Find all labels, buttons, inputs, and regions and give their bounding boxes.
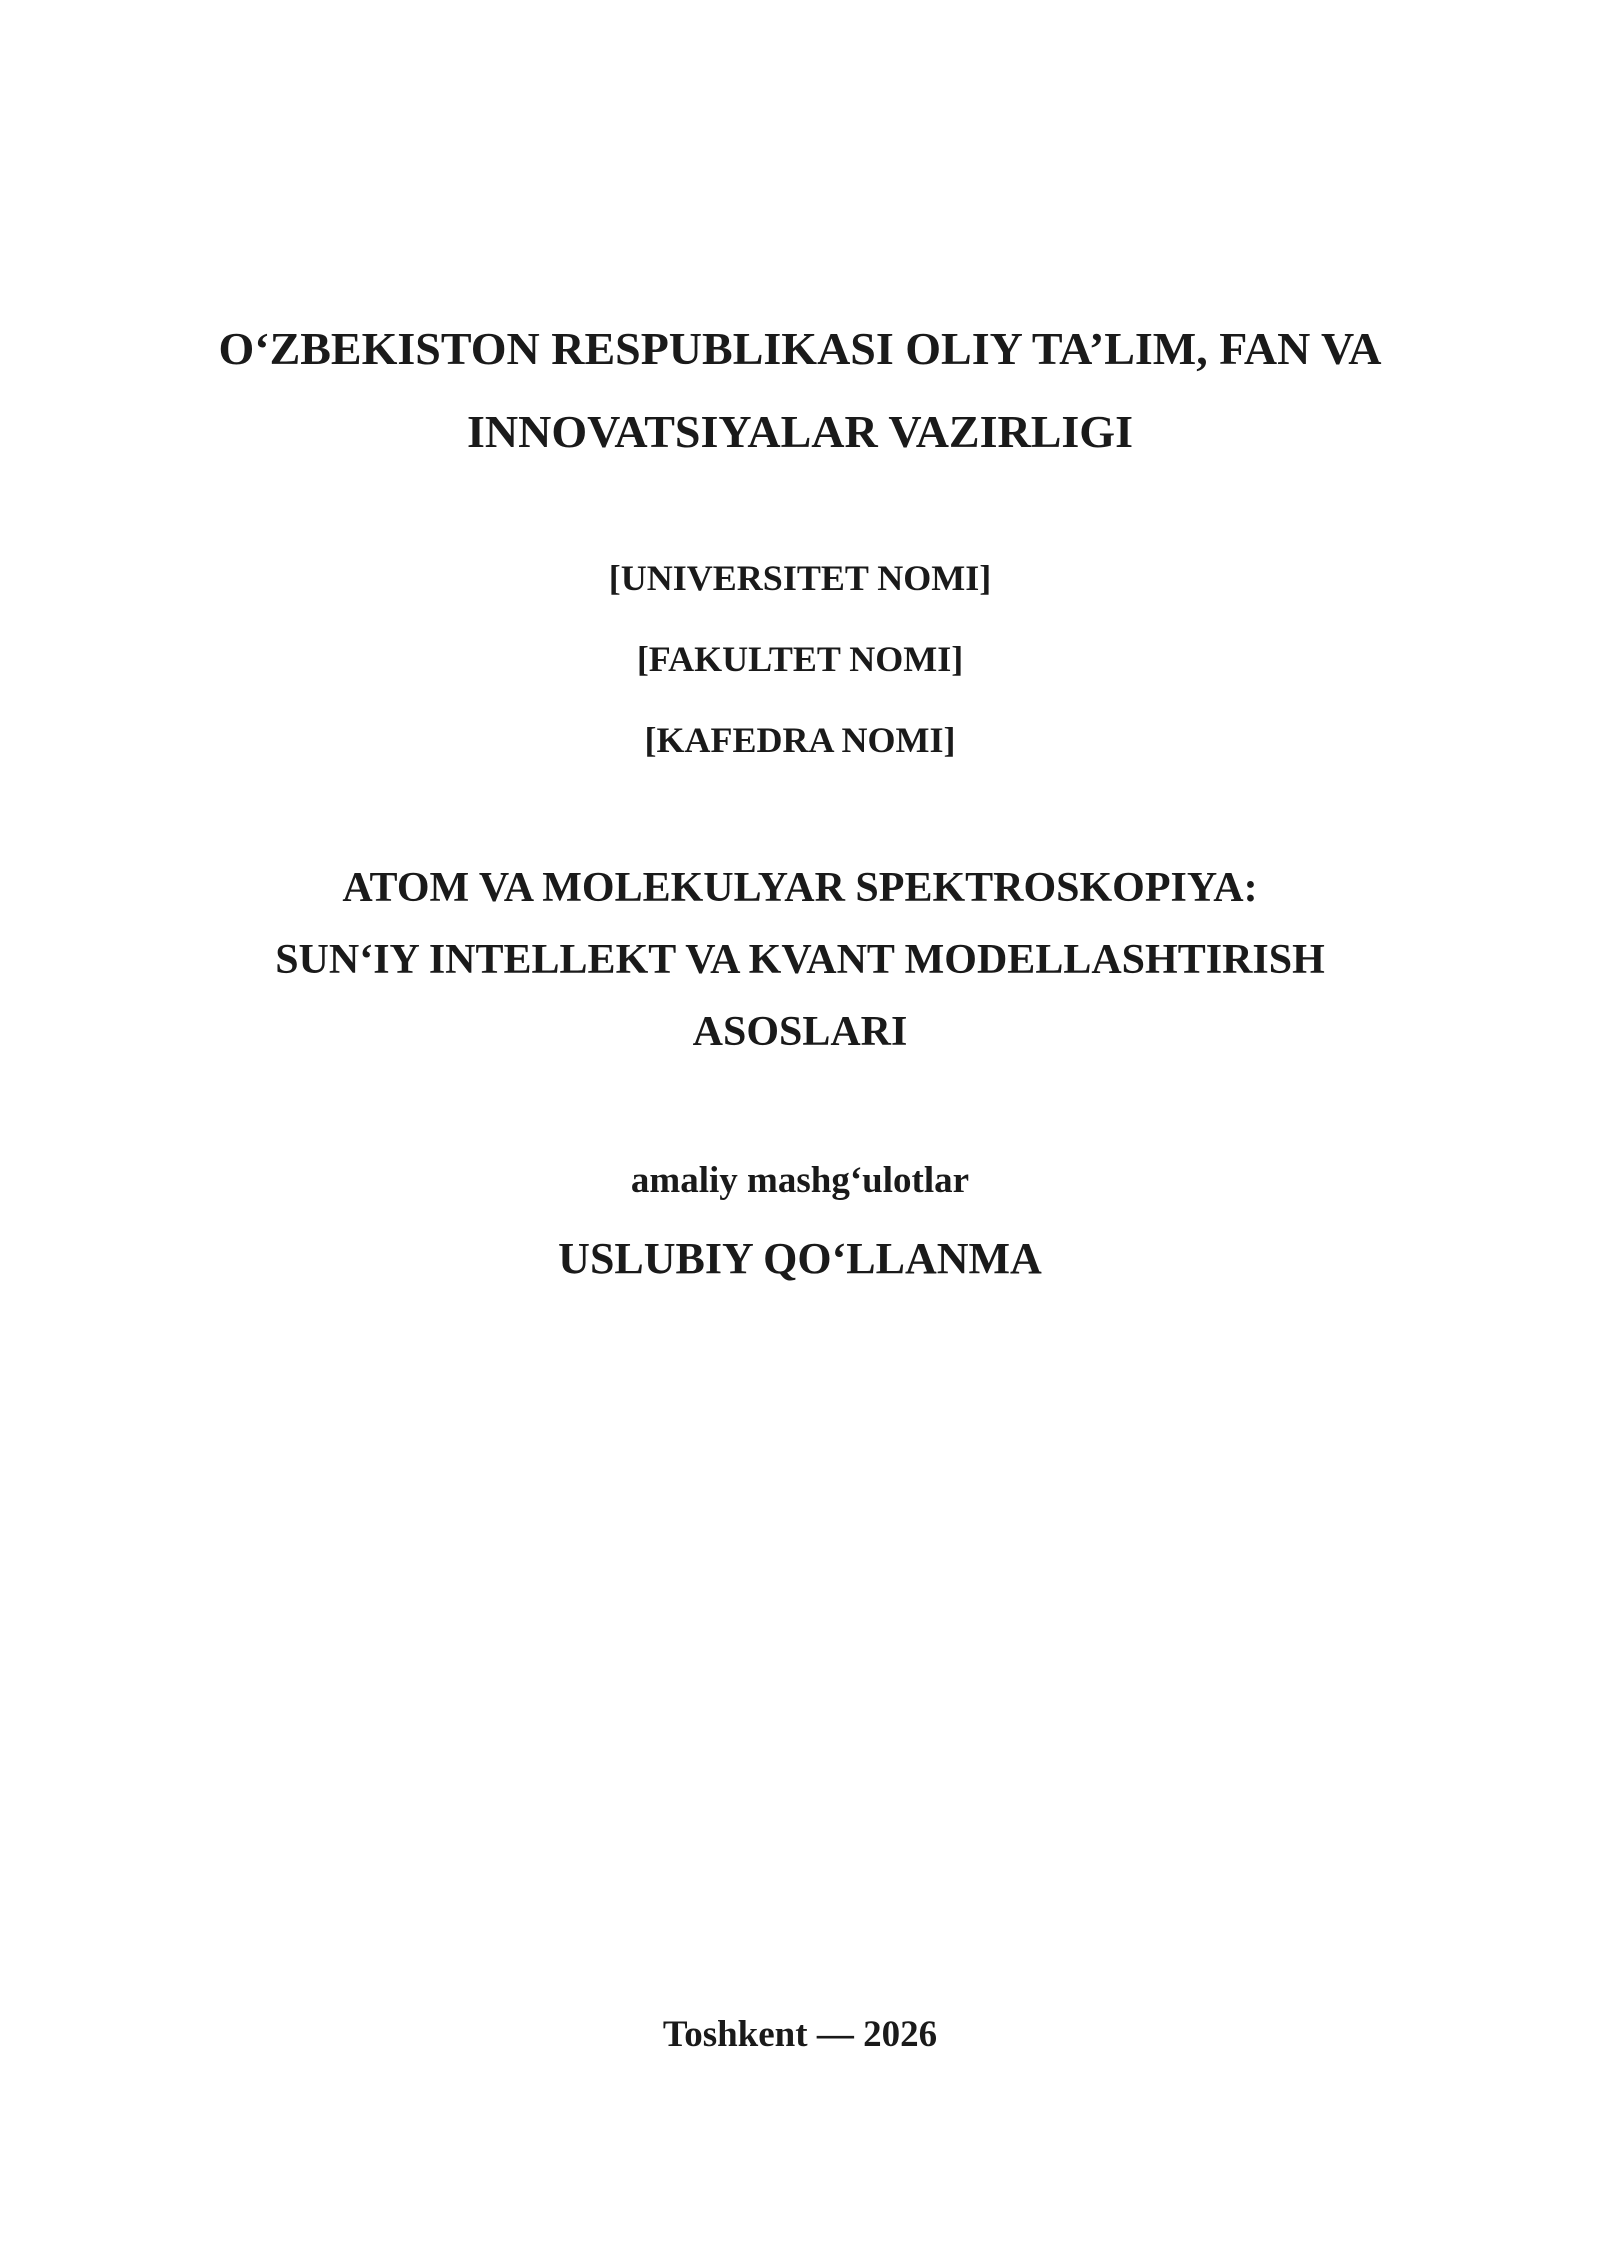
faculty-name: [FAKULTET NOMI] <box>636 639 964 679</box>
document-subtitle: amaliy mashg‘ulotlar <box>630 1160 970 1201</box>
ministry-name-line-1: O‘ZBEKISTON RESPUBLIKASI OLIY TA’LIM, FAN VA <box>218 323 1382 374</box>
document-title-line-3: ASOSLARI <box>692 1009 908 1055</box>
place-and-year: Toshkent — 2026 <box>662 2014 938 2055</box>
department-name: [KAFEDRA NOMI] <box>644 720 956 760</box>
university-name: [UNIVERSITET NOMI] <box>608 558 992 598</box>
document-title-line-2: SUN‘IY INTELLEKT VA KVANT MODELLASHTIRISH <box>275 937 1325 983</box>
document-title-line-1: ATOM VA MOLEKULYAR SPEKTROSKOPIYA: <box>342 865 1258 911</box>
document-type: USLUBIY QO‘LLANMA <box>558 1234 1042 1283</box>
ministry-name-line-2: INNOVATSIYALAR VAZIRLIGI <box>467 406 1133 457</box>
